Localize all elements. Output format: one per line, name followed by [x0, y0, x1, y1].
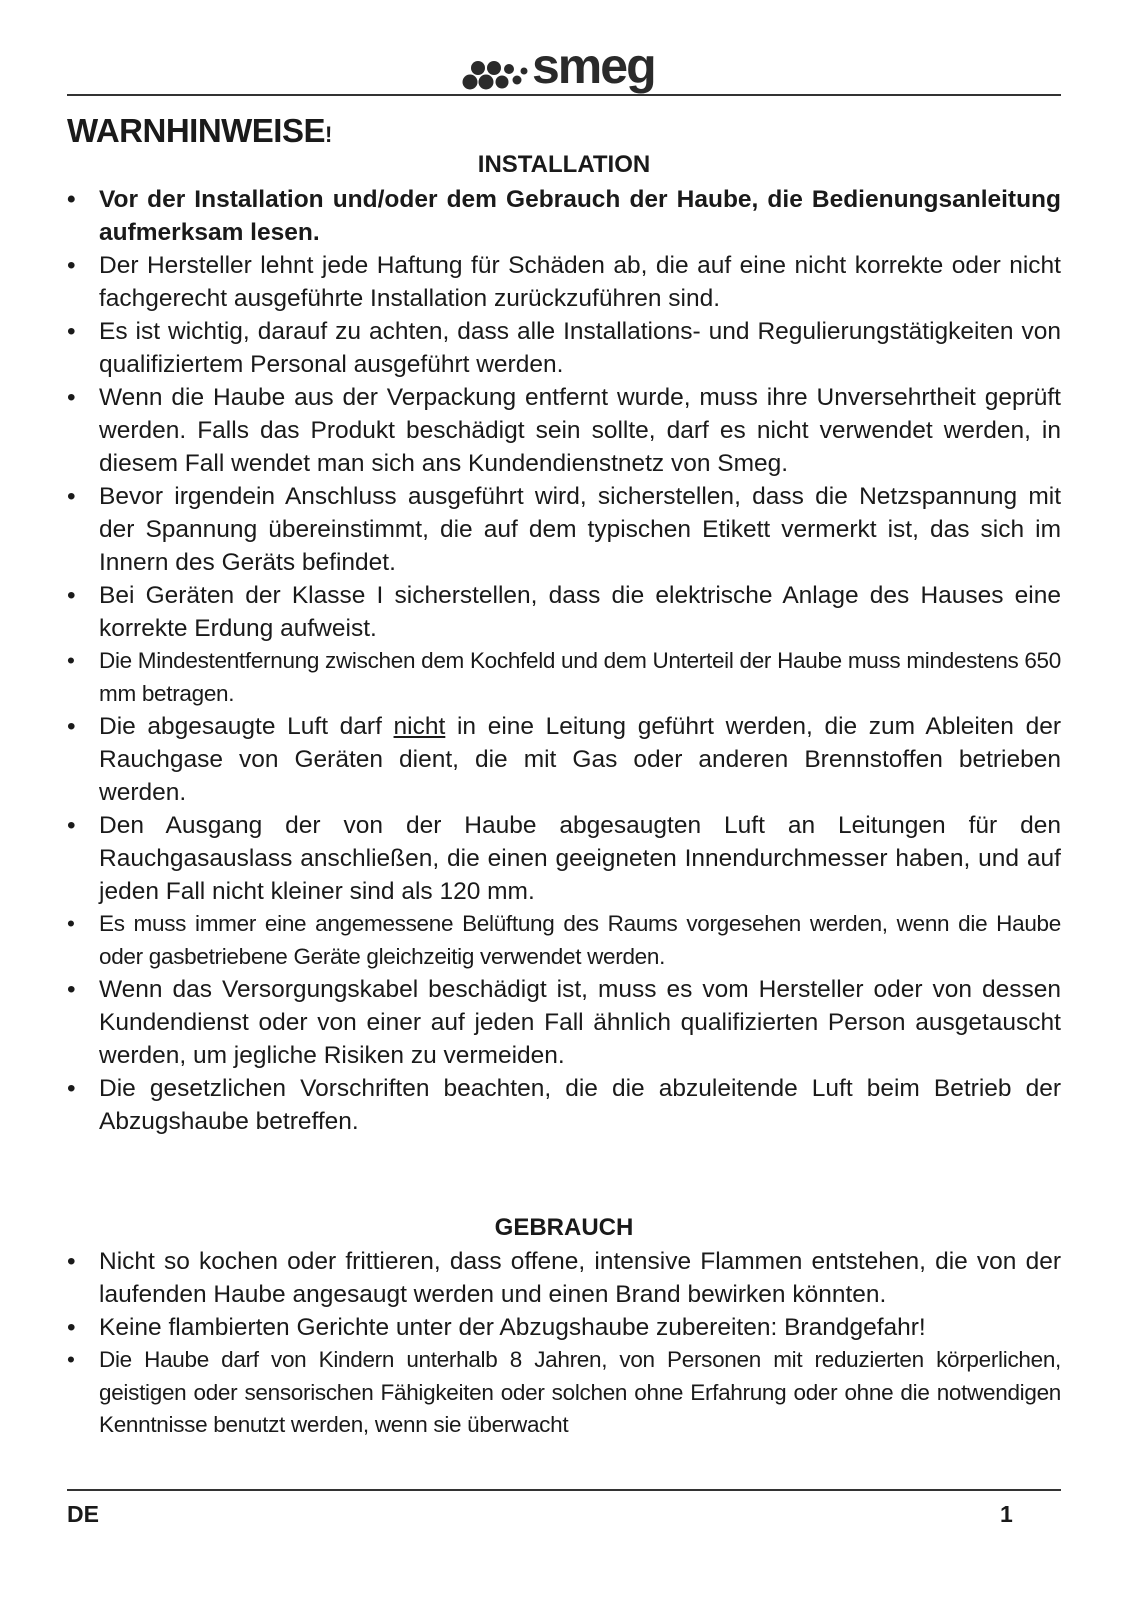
- exhaust-text-underlined: nicht: [393, 713, 446, 740]
- list-item: • Bei Geräten der Klasse I sicherstellen, dass die elektrische Anlage des Hauses eine korrekte Erdung aufweist.: [67, 579, 1061, 645]
- use-heading: GEBRAUCH: [494, 1214, 634, 1241]
- exhaust-text-before: Die abgesaugte Luft darf: [99, 713, 394, 740]
- list-item: • Es ist wichtig, darauf zu achten, dass alle Installations- und Regulierungstätigkeiten von qualifiziertem Personal ausgeführt werden.: [67, 315, 1061, 381]
- list-item: • Die Haube darf von Kindern unterhalb 8 Jahren, von Personen mit reduzierten körperlichen, geistigen oder sensorischen Fähigkeiten oder solchen ohne Erfahrung oder ohne die notwendigen Kenntnisse benutzt werden, wenn sie überwacht: [67, 1344, 1061, 1442]
- exhaust-text-after: in eine Leitung geführt werden, die zum Ableiten der Rauchgase von Geräten dient, die mit Gas oder anderen Brennstoffen betrieben werden.: [99, 713, 1062, 806]
- installation-list: [67, 183, 1061, 1138]
- list-item-exhaust: [67, 710, 1061, 809]
- list-item: • Den Ausgang der von der Haube abgesaugten Luft an Leitungen für den Rauchgasauslass anschließen, die einen geeigneten Innendurchmesser haben, und auf jeden Fall nicht kleiner sind als 120 mm.: [67, 809, 1061, 908]
- logo-wordmark: smeg: [532, 38, 655, 94]
- list-item: • Wenn das Versorgungskabel beschädigt ist, muss es vom Hersteller oder von dessen Kundendienst oder von einer auf jeden Fall ähnlich qualifizierten Person ausgetauscht werden, um jegliche Risiken zu vermeiden.: [67, 973, 1061, 1072]
- footer-divider: [67, 1489, 1061, 1491]
- footer-language: DE: [67, 1501, 99, 1527]
- header-divider: [67, 94, 1061, 96]
- smeg-logo: [462, 38, 672, 96]
- title-suffix: !: [325, 122, 332, 147]
- installation-heading: INSTALLATION: [477, 151, 651, 178]
- list-item: • Bevor irgendein Anschluss ausgeführt wird, sicherstellen, dass die Netzspannung mit der Spannung übereinstimmt, die auf dem typischen Etikett vermerkt ist, das sich im Innern des Geräts befindet.: [67, 480, 1061, 579]
- list-item: • Der Hersteller lehnt jede Haftung für Schäden ab, die auf eine nicht korrekte oder nicht fachgerecht ausgeführte Installation zurückzuführen sind.: [67, 249, 1061, 315]
- page-number: 1: [1000, 1501, 1013, 1527]
- list-item: • Vor der Installation und/oder dem Gebrauch der Haube, die Bedienungsanleitung aufmerksam lesen.: [67, 183, 1061, 249]
- list-item: • Nicht so kochen oder frittieren, dass offene, intensive Flammen entstehen, die von der laufenden Haube angesaugt werden und einen Brand bewirken könnten.: [67, 1245, 1061, 1311]
- list-item: • Wenn die Haube aus der Verpackung entfernt wurde, muss ihre Unversehrtheit geprüft werden. Falls das Produkt beschädigt sein sollte, darf es nicht verwendet werden, in diesem Fall wendet man sich ans Kundendienstnetz von Smeg.: [67, 381, 1061, 480]
- logo-dots-icon: [462, 52, 536, 92]
- list-item: • Die gesetzlichen Vorschriften beachten, die die abzuleitende Luft beim Betrieb der Abzugshaube betreffen.: [67, 1072, 1061, 1138]
- list-item: • Keine flambierten Gerichte unter der Abzugshaube zubereiten: Brandgefahr!: [67, 1311, 1061, 1344]
- title-text: WARNHINWEISE: [67, 112, 325, 149]
- list-item: • Es muss immer eine angemessene Belüftung des Raums vorgesehen werden, wenn die Haube oder gasbetriebene Geräte gleichzeitig verwendet werden.: [67, 908, 1061, 973]
- use-list: [67, 1245, 1061, 1442]
- list-item: • Die Mindestentfernung zwischen dem Kochfeld und dem Unterteil der Haube muss mindestens 650 mm betragen.: [67, 645, 1061, 710]
- page-title: [67, 111, 332, 155]
